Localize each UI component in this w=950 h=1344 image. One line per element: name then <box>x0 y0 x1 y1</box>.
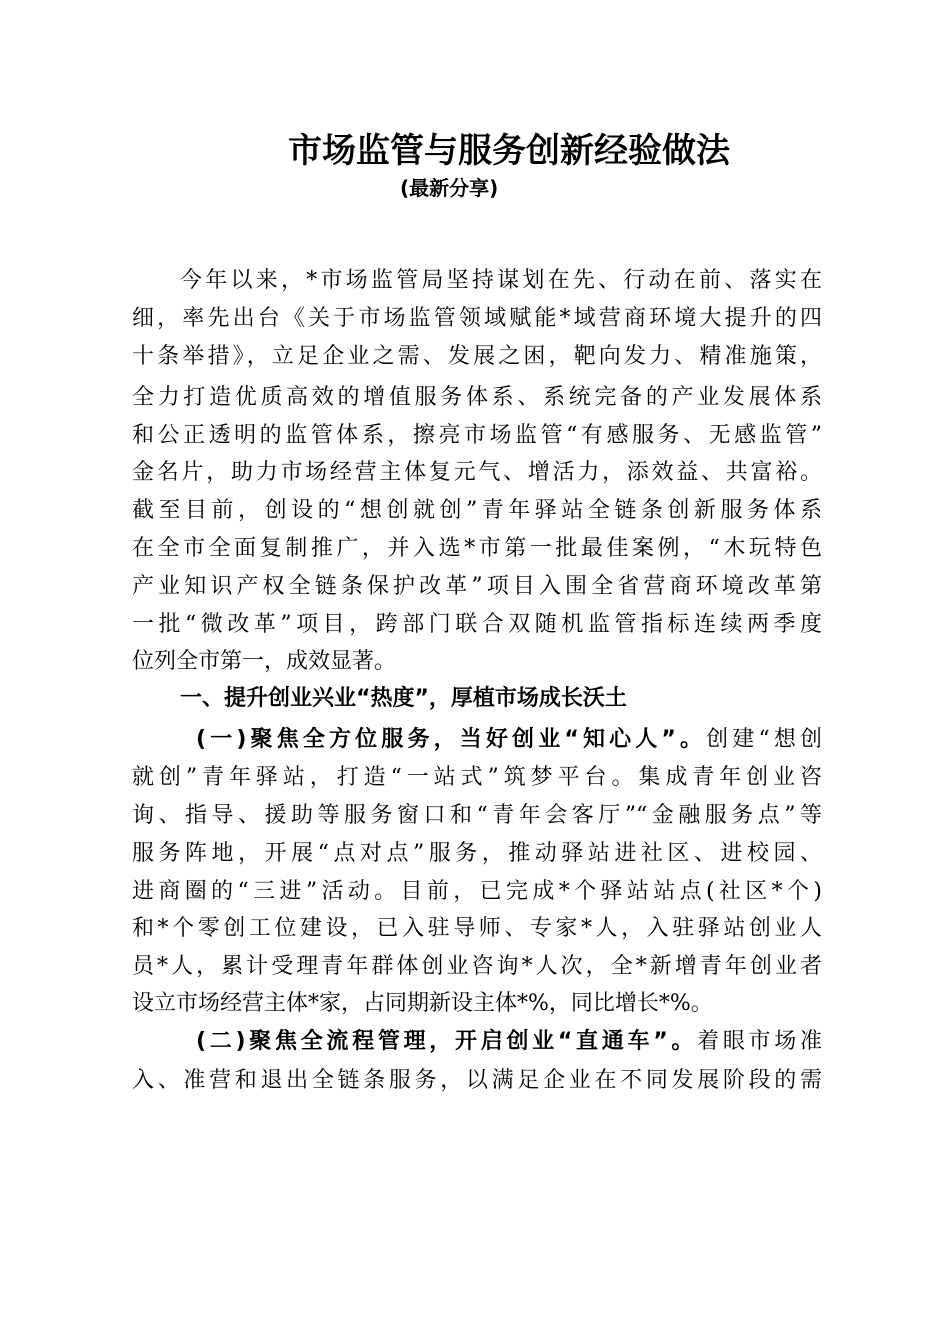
item1-line: 进商圈的“三进”活动。目前，已完成*个驿站站点(社区*个) <box>132 879 822 904</box>
intro-line: 截至目前，创设的“想创就创”青年驿站全链条创新服务体系 <box>132 498 822 523</box>
item1-line: 服务阵地，开展“点对点”服务，推动驿站进社区、进校园、 <box>132 841 822 866</box>
section-heading: 一、提升创业兴业“热度”，厚植市场成长沃土 <box>180 686 627 711</box>
item1-line: 和*个零创工位建设，已入驻导师、专家*人，入驻驿站创业人 <box>132 916 822 941</box>
item2-first-line <box>196 1027 822 1057</box>
intro-line: 位列全市第一，成效显著。 <box>132 649 397 674</box>
intro-line: 在全市全面复制推广，并入选*市第一批最佳案例，“木玩特色 <box>132 536 822 561</box>
document-title: 市场监管与服务创新经验做法 <box>288 131 730 171</box>
intro-line: 一批“微改革”项目，跨部门联合双随机监管指标连续两季度 <box>132 612 822 637</box>
item1-line: 员*人，累计受理青年群体创业咨询*人次，全*新增青年创业者 <box>132 954 822 979</box>
intro-line: 细，率先出台《关于市场监管领域赋能*域营商环境大提升的四 <box>132 306 822 331</box>
item1-line: 就创”青年驿站，打造“一站式”筑梦平台。集成青年创业咨 <box>132 765 822 790</box>
item1-lead: (一)聚焦全方位服务，当好创业“知心人”。 <box>196 727 707 752</box>
document-subtitle: (最新分享) <box>400 176 499 200</box>
item1-line: 询、指导、援助等服务窗口和“青年会客厅”“金融服务点”等 <box>132 803 822 828</box>
intro-line: 十条举措》，立足企业之需、发展之困，靶向发力、精准施策， <box>132 344 822 369</box>
intro-line: 金名片，助力市场经营主体复元气、增活力，添效益、共富裕。 <box>132 460 822 485</box>
item1-lead-rest: 创建“想创 <box>706 727 822 752</box>
intro-line: 和公正透明的监管体系，擦亮市场监管“有感服务、无感监管” <box>132 423 822 448</box>
item2-lead: (二)聚焦全流程管理，开启创业“直通车”。 <box>196 1029 698 1054</box>
item2-lead-rest: 着眼市场准 <box>697 1029 822 1054</box>
item2-line: 入、准营和退出全链条服务，以满足企业在不同发展阶段的需 <box>132 1068 822 1093</box>
intro-line: 全力打造优质高效的增值服务体系、系统完备的产业发展体系 <box>132 385 822 410</box>
intro-line: 产业知识产权全链条保护改革”项目入围全省营商环境改革第 <box>132 574 822 599</box>
intro-line: 今年以来，*市场监管局坚持谋划在先、行动在前、落实在 <box>180 268 822 293</box>
item1-first-line <box>196 725 822 755</box>
item1-line: 设立市场经营主体*家，占同期新设主体*%，同比增长*%。 <box>132 991 713 1016</box>
